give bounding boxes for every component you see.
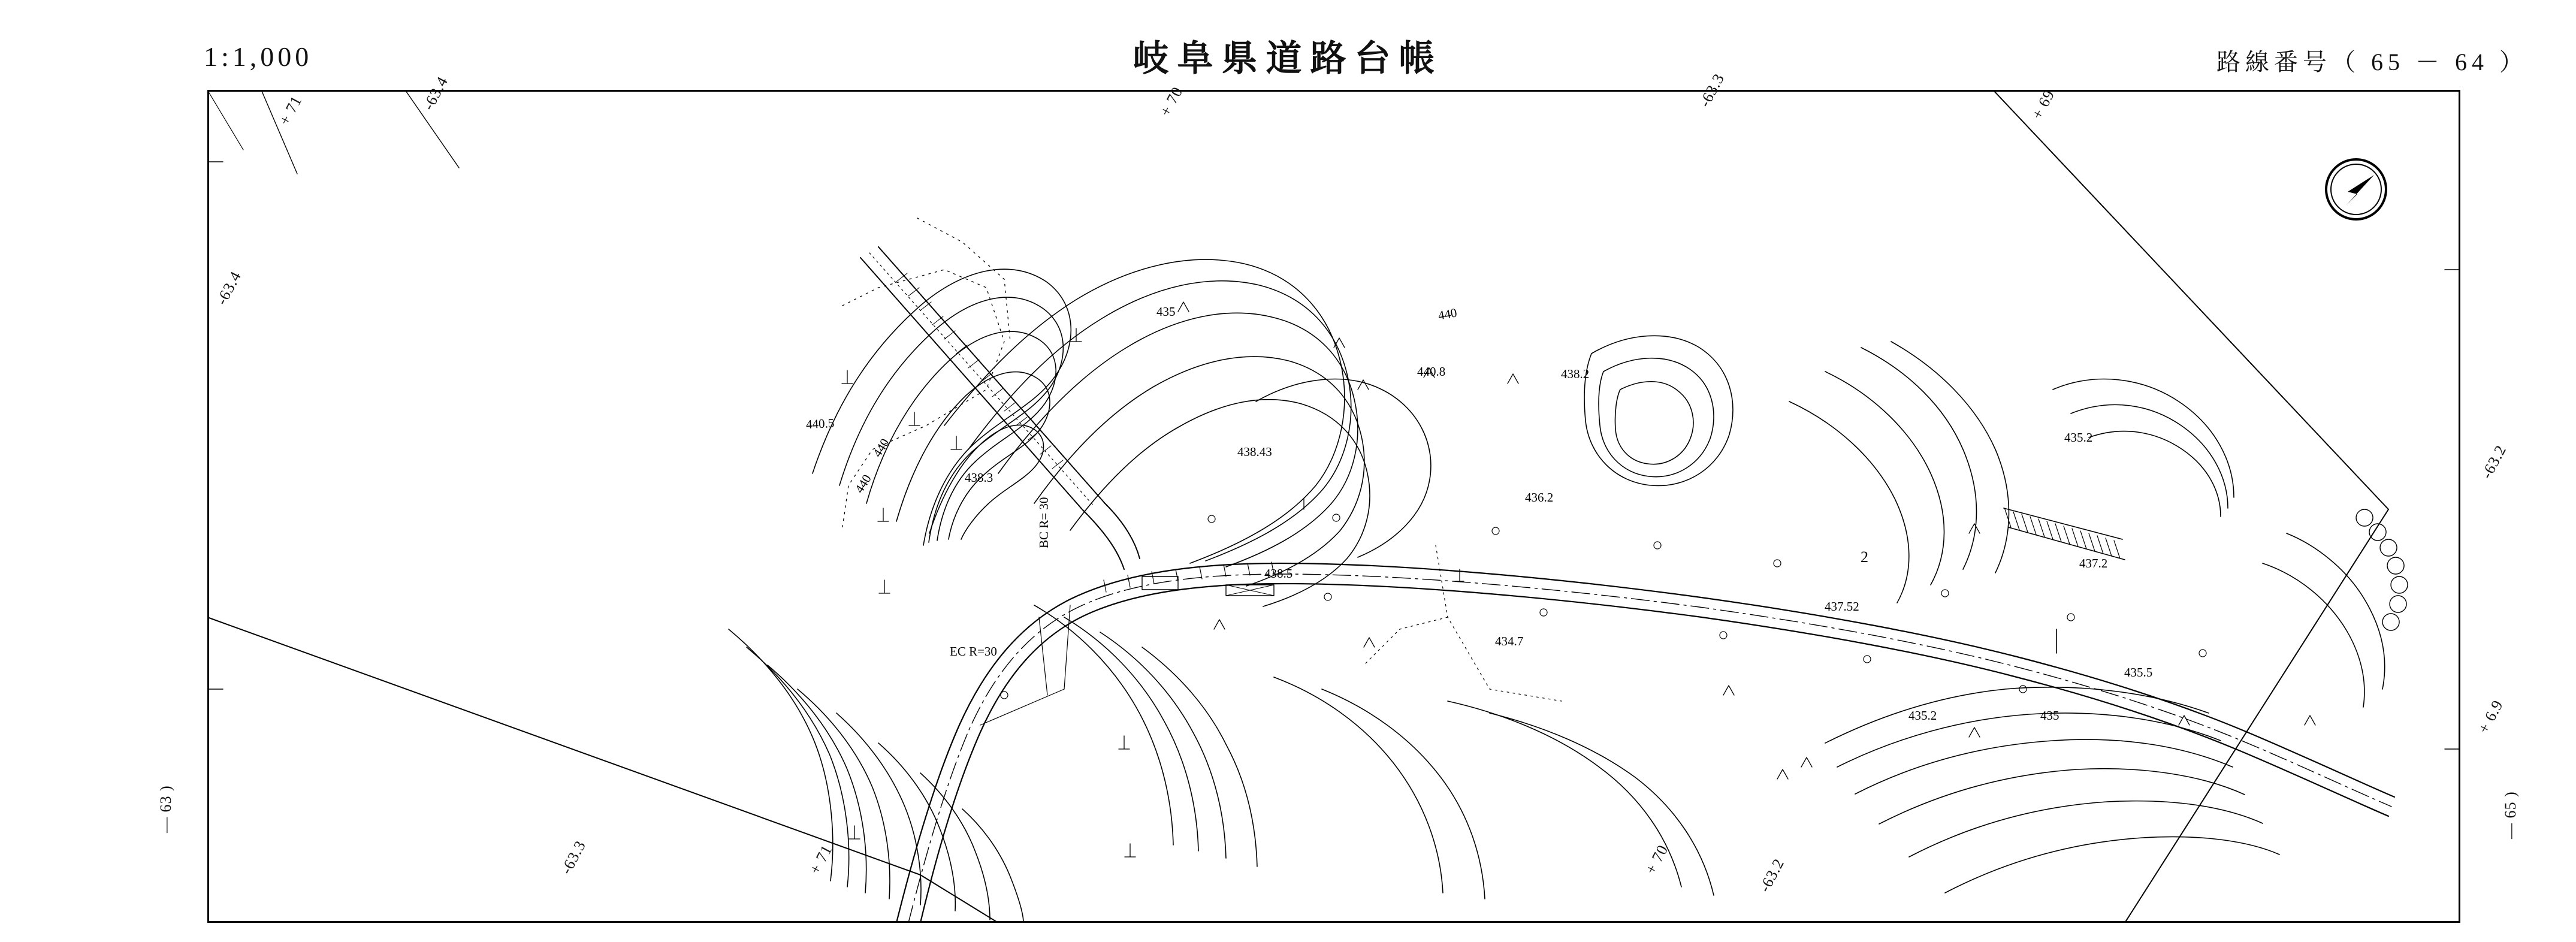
grid-label-top-3: -63.3 — [1696, 70, 1728, 110]
spot-elev-435-2-right: 435.2 — [2064, 430, 2093, 445]
spot-elev-437-52: 437.52 — [1825, 599, 1859, 614]
grid-label-bottom-1: + 71 — [806, 841, 836, 877]
grid-label-left-1: — 63 ) — [157, 785, 174, 833]
curve-label-bc: BC R= 30 — [1037, 497, 1051, 548]
spot-elev-436-2: 436.2 — [1525, 490, 1554, 505]
contour-label-440-a: 440 — [869, 436, 892, 460]
contour-label-440-hill: 440 — [1437, 305, 1458, 323]
grid-label-bottom-0: -63.3 — [557, 837, 590, 877]
spot-elev-435-5: 435.5 — [2124, 665, 2153, 680]
grid-label-right-1: — 65 ) — [2502, 791, 2519, 839]
spot-elev-440-8: 440.8 — [1417, 364, 1446, 379]
grid-label-bottom-2: + 70 — [1642, 841, 1672, 877]
spot-elev-438-2: 438.2 — [1561, 367, 1590, 381]
spot-elev-437-2: 437.2 — [2079, 556, 2108, 570]
grid-label-right-0: + 6.9 — [2475, 697, 2507, 736]
page-title: 岐阜県道路台帳 — [1133, 38, 1443, 80]
grid-label-top-4: + 69 — [2028, 86, 2058, 122]
contour-label-435-low: 435 — [2040, 708, 2059, 723]
grid-label-top-2: + 70 — [1156, 83, 1186, 119]
grid-label-bottom-3: -63.2 — [1756, 855, 1788, 895]
spot-elev-438-3: 438.3 — [965, 470, 993, 485]
grid-label-right-edge: -63.2 — [2478, 442, 2510, 482]
spot-elev-438-43: 438.43 — [1237, 445, 1272, 459]
contour-label-435-top: 435 — [1156, 304, 1176, 319]
spot-elev-434-7: 434.7 — [1495, 634, 1524, 648]
curve-label-ec: EC R=30 — [950, 644, 997, 659]
station-label-2: 2 — [1861, 548, 1868, 566]
north-arrow-icon — [2324, 157, 2388, 222]
grid-label-top-1: -63.4 — [419, 73, 452, 113]
spot-elev-440-5: 440.5 — [805, 415, 835, 432]
scale-label: 1:1,000 — [204, 41, 313, 72]
spot-elev-438-5: 438.5 — [1264, 566, 1293, 581]
grid-label-top-0: + 71 — [276, 92, 306, 128]
contour-label-440-b: 440 — [851, 472, 874, 496]
grid-label-left-0: -63.4 — [213, 268, 245, 308]
spot-elev-435-2: 435.2 — [1908, 708, 1937, 723]
map-drawing — [207, 90, 2460, 923]
route-number-label: 路線番号（ 65 － 64 ） — [2216, 49, 2528, 76]
